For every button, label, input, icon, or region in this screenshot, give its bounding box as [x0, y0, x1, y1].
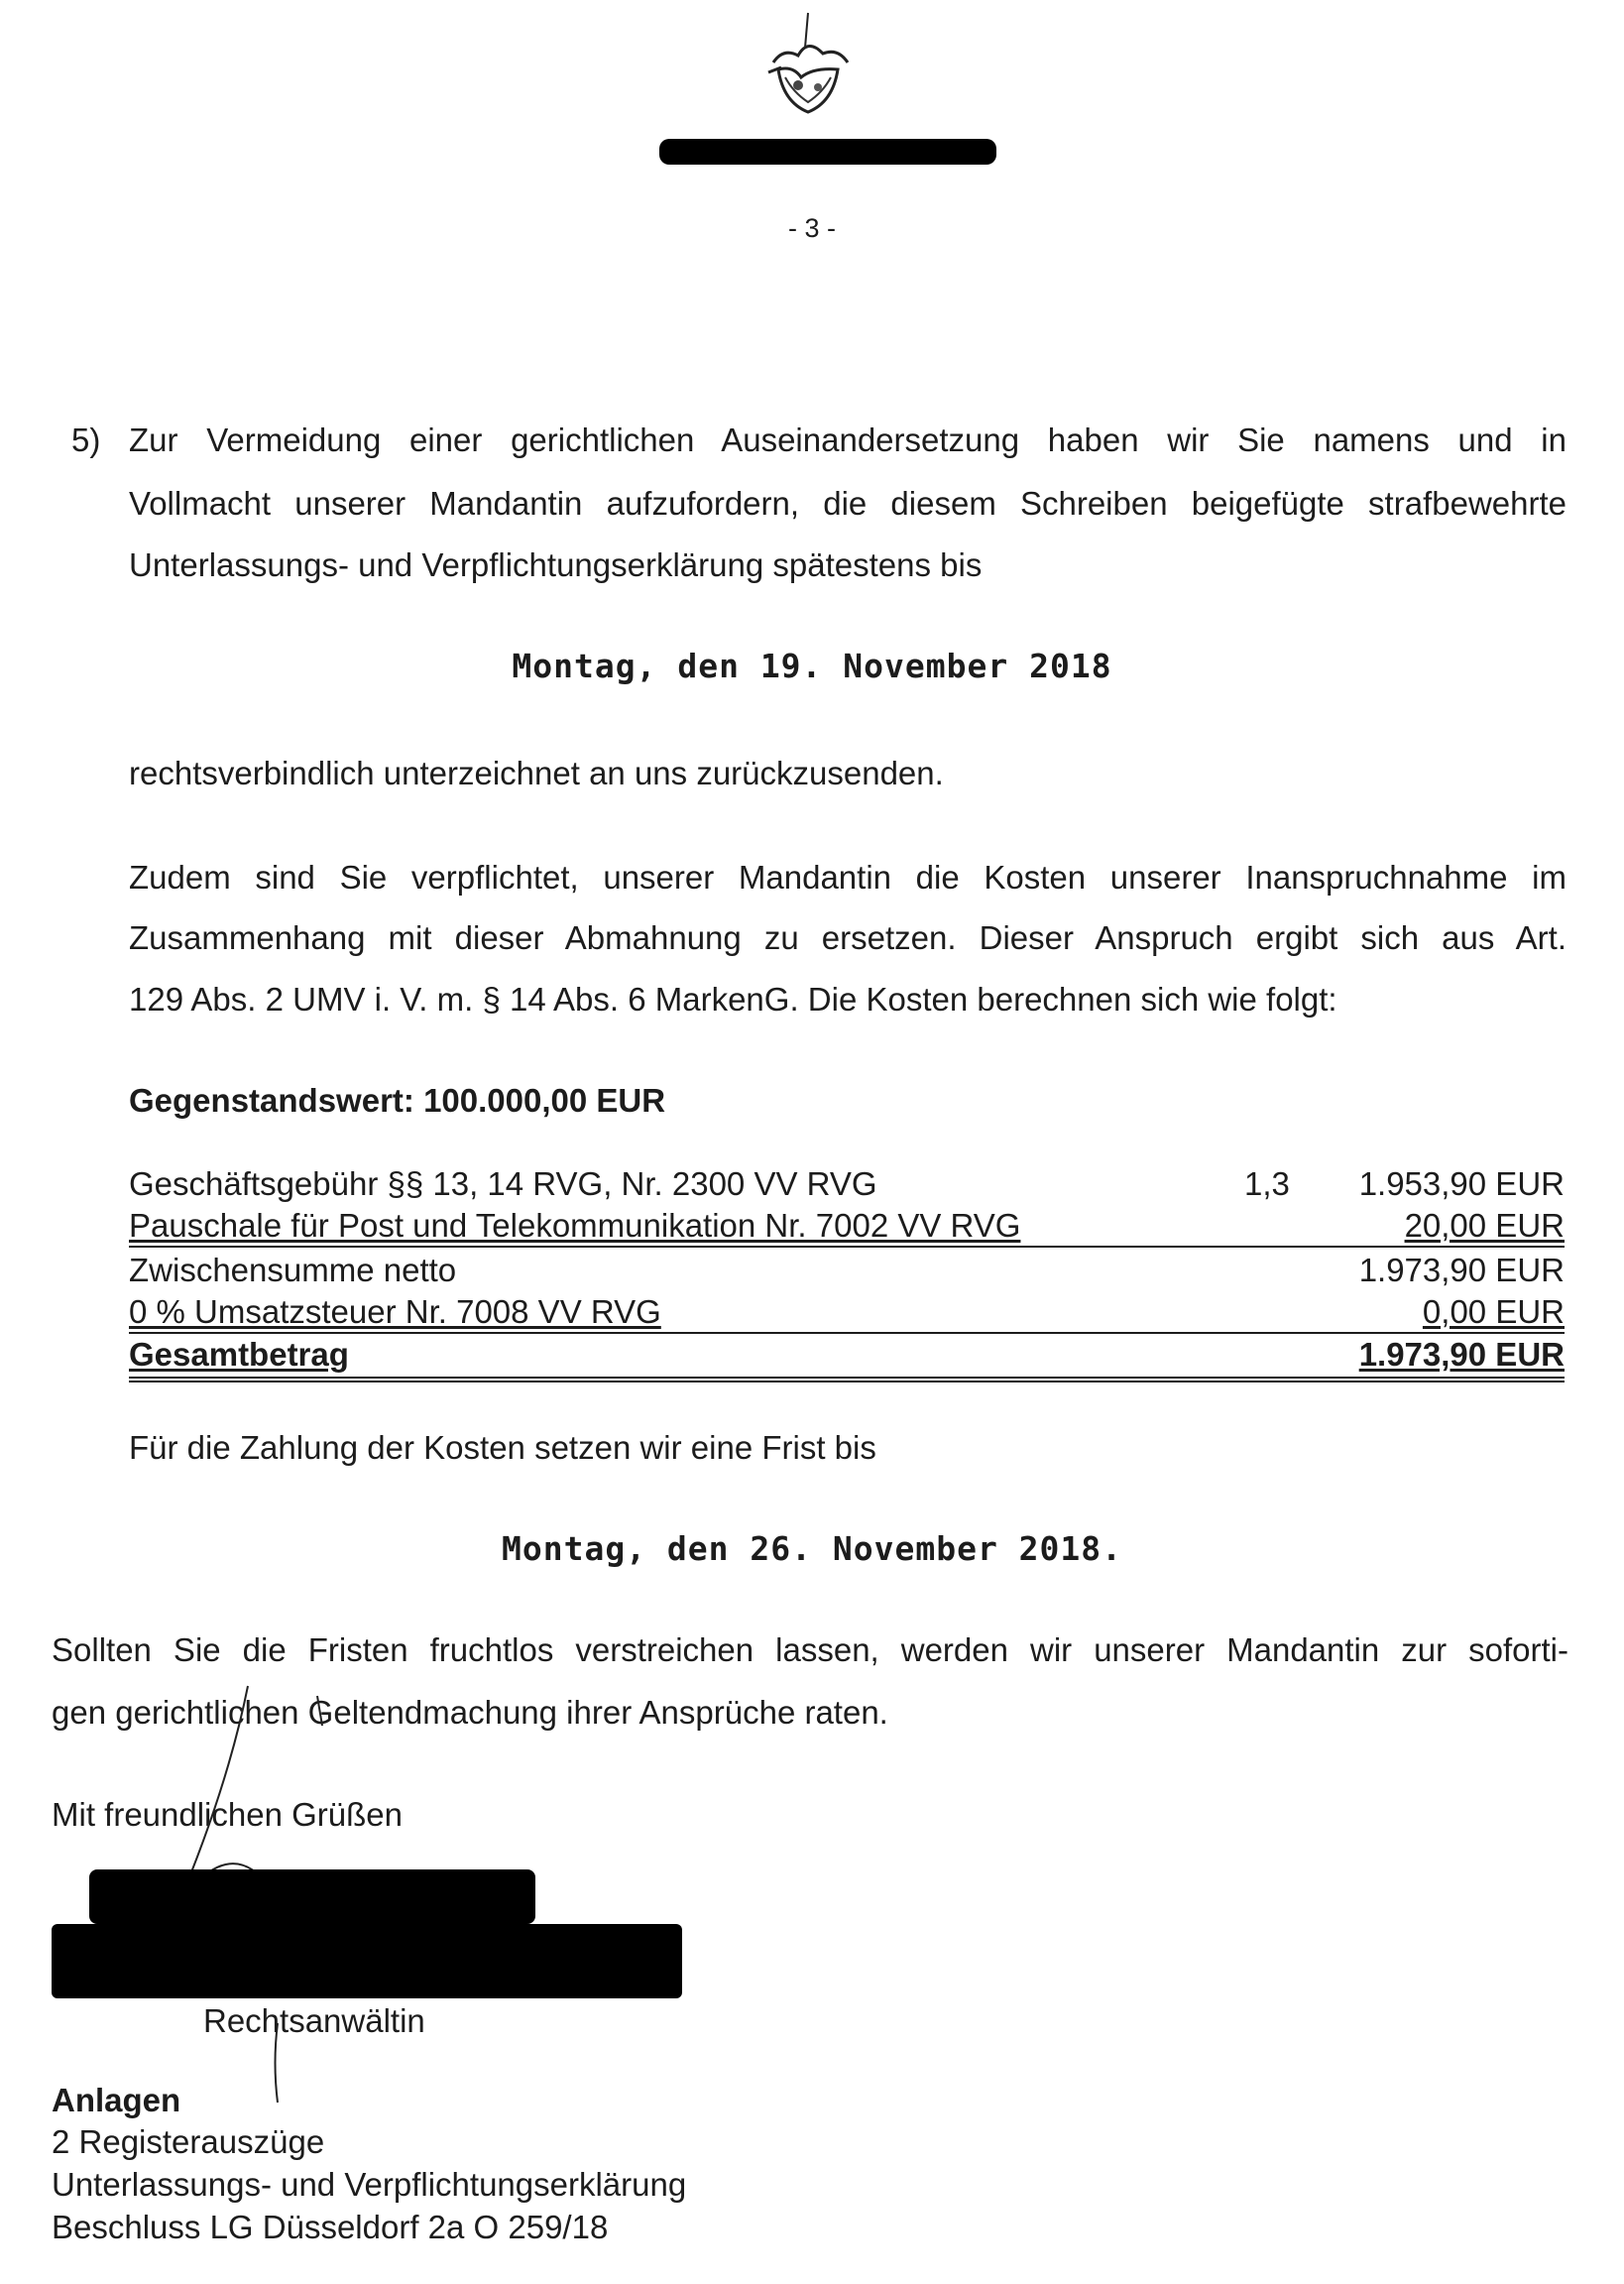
- costs-line-1: Zudem sind Sie verpflichtet, unserer Mandantin die Kosten unserer Inanspruchnahme im: [129, 859, 1566, 896]
- costs-line-3: 129 Abs. 2 UMV i. V. m. § 14 Abs. 6 MarkenG. Die Kosten berechnen sich wie folgt:: [129, 981, 1337, 1018]
- redacted-signature: [89, 1869, 535, 1924]
- cost-total-label: Gesamtbetrag: [129, 1336, 349, 1373]
- cost-row-label: Zwischensumme netto: [129, 1252, 457, 1288]
- subject-value: Gegenstandswert: 100.000,00 EUR: [129, 1082, 666, 1119]
- paragraph5-line-3: Unterlassungs- und Verpflichtungserklärung spätestens bis: [129, 546, 983, 583]
- table-divider: [129, 1377, 1565, 1379]
- cost-row-amount: 1.973,90 EUR: [1358, 1252, 1565, 1288]
- paragraph5-line-2: Vollmacht unserer Mandantin aufzufordern, die diesem Schreiben beigefügte strafbewehrte: [129, 485, 1566, 522]
- cost-row-label: Pauschale für Post und Telekommunikation Nr. 7002 VV RVG: [129, 1207, 1021, 1244]
- cost-row-factor: 1,3: [1244, 1165, 1290, 1202]
- redacted-header: [659, 139, 996, 165]
- costs-line-2: Zusammenhang mit dieser Abmahnung zu ersetzen. Dieser Anspruch ergibt sich aus Art.: [129, 919, 1566, 956]
- seal-logo-icon: [754, 8, 863, 127]
- payment-line: Für die Zahlung der Kosten setzen wir eine Frist bis: [129, 1429, 876, 1466]
- closing-line-1: Sollten Sie die Fristen fruchtlos verstreichen lassen, werden wir unserer Mandantin zur soforti-: [52, 1631, 1568, 1668]
- deadline-1: Montag, den 19. November 2018: [512, 647, 1112, 685]
- cost-row-amount: 20,00 EUR: [1404, 1207, 1565, 1244]
- table-divider: [129, 1381, 1565, 1382]
- attachment-item: Beschluss LG Düsseldorf 2a O 259/18: [52, 2209, 609, 2245]
- return-line: rechtsverbindlich unterzeichnet an uns zurückzusenden.: [129, 755, 944, 791]
- attachments-heading: Anlagen: [52, 2082, 181, 2118]
- cost-row-amount: 1.953,90 EUR: [1358, 1165, 1565, 1202]
- paragraph-number: 5): [71, 421, 101, 458]
- page-number: - 3 -: [788, 213, 837, 243]
- attachment-item: Unterlassungs- und Verpflichtungserklärung: [52, 2166, 687, 2203]
- signature-title: Rechtsanwältin: [203, 2002, 425, 2039]
- cost-row-amount: 0,00 EUR: [1422, 1293, 1565, 1330]
- attachment-item: 2 Registerauszüge: [52, 2123, 325, 2160]
- greeting: Mit freundlichen Grüßen: [52, 1796, 403, 1833]
- cost-row-label: 0 % Umsatzsteuer Nr. 7008 VV RVG: [129, 1293, 661, 1330]
- deadline-2: Montag, den 26. November 2018.: [501, 1529, 1123, 1568]
- cost-row-label: Geschäftsgebühr §§ 13, 14 RVG, Nr. 2300 VV RVG: [129, 1165, 877, 1202]
- paragraph5-line-1: Zur Vermeidung einer gerichtlichen Auseinandersetzung haben wir Sie namens und in: [129, 421, 1566, 458]
- table-divider: [129, 1332, 1565, 1334]
- table-divider: [129, 1246, 1565, 1248]
- closing-line-2: gen gerichtlichen Geltendmachung ihrer Ansprüche raten.: [52, 1694, 888, 1731]
- redacted-name: [52, 1924, 682, 1998]
- cost-total-amount: 1.973,90 EUR: [1358, 1336, 1565, 1373]
